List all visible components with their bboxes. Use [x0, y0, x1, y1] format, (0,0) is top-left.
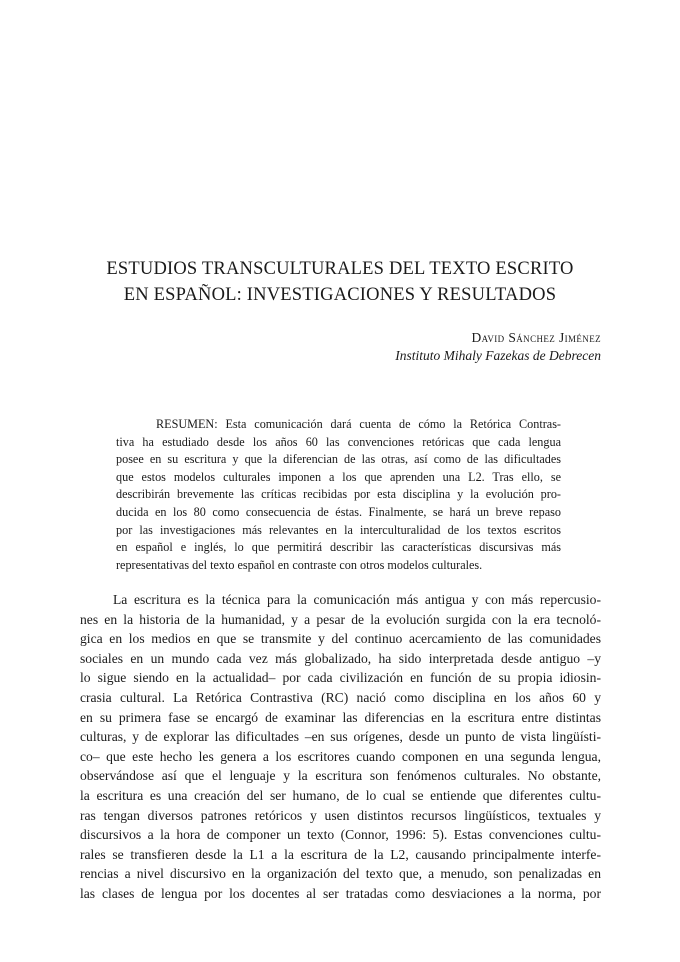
- body-line: La escritura es la técnica para la comunicación más antigua y con más repercusio-: [113, 592, 601, 607]
- body-line: sociales en un mundo cada vez más globalizado, ha sido interpretada desde antiguo –y: [80, 650, 601, 666]
- body-line: las clases de lengua por los docentes al ser tratadas como desviaciones a la norma, por: [80, 885, 601, 901]
- abstract-line: por las investigaciones más relevantes en la interculturalidad de los textos escritos: [116, 522, 561, 537]
- abstract-line: tiva ha estudiado desde los años 60 las convenciones retóricas que cada lengua: [116, 434, 561, 449]
- body-line: crasia cultural. La Retórica Contrastiva (RC) nació como disciplina en los años 60 y: [80, 689, 601, 705]
- abstract-line: ducida en los 80 como consecuencia de éstas. Finalmente, se hará un breve repaso: [116, 504, 561, 519]
- article-title: [60, 256, 620, 308]
- body-line: lo sigue siendo en la actualidad– por cada civilización en función de su propia idiosin-: [80, 670, 601, 686]
- body-line: culturas, y de explorar las dificultades –en sus orígenes, desde un punto de vista lingüísti-: [80, 729, 601, 745]
- body-line: rencias a nivel discursivo en la organización del texto que, a menudo, son penalizadas en: [80, 866, 601, 882]
- body-line: gica en los medios en que se transmite y del continuo acercamiento de las comunidades: [80, 631, 601, 647]
- abstract-line: describirán brevemente las críticas recibidas por esta disciplina y la evolución pro-: [116, 487, 561, 502]
- body-line: la escritura es una creación del ser humano, de lo cual se entiende que diferentes cultu-: [80, 787, 601, 803]
- author-affiliation: Instituto Mihaly Fazekas de Debrecen: [395, 348, 601, 363]
- body-line: rales se transfieren desde la L1 a la escritura de la L2, causando principalmente interfe-: [80, 846, 601, 862]
- body-line: discursivos a la hora de componer un texto (Connor, 1996: 5). Estas convenciones cultu-: [80, 827, 601, 843]
- abstract-line: representativas del texto español en contraste con otros modelos culturales.: [116, 557, 483, 572]
- author-block: [395, 329, 601, 365]
- title-line-2: EN ESPAÑOL: INVESTIGACIONES Y RESULTADOS: [123, 285, 557, 305]
- body-line: en su primera fase se encargó de examinar las diferencias en la escritura entre distintas: [80, 709, 601, 725]
- author-name: David Sánchez Jiménez: [471, 330, 601, 345]
- abstract-line: que estos modelos culturales imponen a los que aprenden una L2. Tras ello, se: [116, 469, 561, 484]
- body-line: ras tengan diversos patrones retóricos y usen distintos recursos lingüísticos, textuales y: [80, 807, 601, 823]
- body-paragraph: [80, 590, 601, 904]
- abstract-line: en español e inglés, lo que permitirá describir las características discursivas más: [116, 540, 561, 555]
- body-line: observándose así que el lenguaje y la escritura son fenómenos culturales. No obstante,: [80, 768, 601, 784]
- body-line: nes en la historia de la humanidad, y a pesar de la evolución surgida con la era tecnoló-: [80, 611, 601, 627]
- abstract: [116, 416, 561, 574]
- title-line-1: ESTUDIOS TRANSCULTURALES DEL TEXTO ESCRITO: [106, 259, 574, 279]
- abstract-line: posee en su escritura y que la diferencian de las otras, así como de las dificultades: [116, 452, 561, 467]
- body-line: co– que este hecho les genera a los escritores cuando componen en una segunda lengua,: [80, 748, 601, 764]
- abstract-line: RESUMEN: Esta comunicación dará cuenta de cómo la Retórica Contras-: [156, 417, 561, 431]
